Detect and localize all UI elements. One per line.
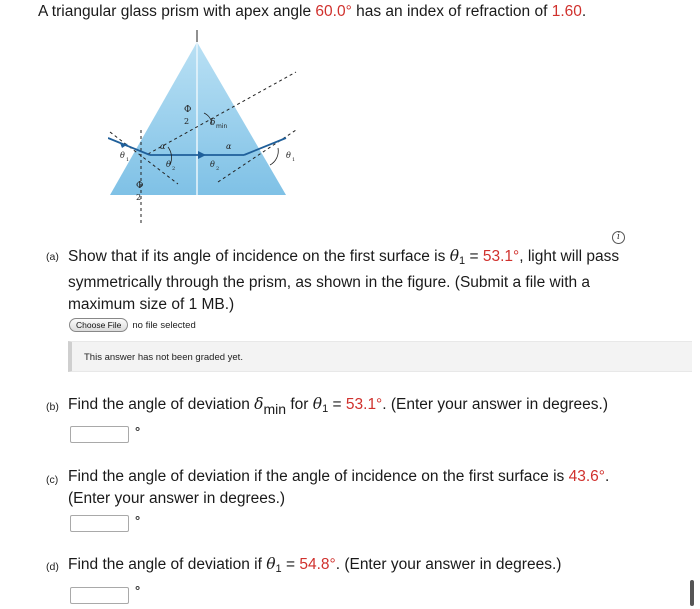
file-status: no file selected [132, 319, 196, 331]
problem-intro: A triangular glass prism with apex angle 60.0° has an index of refraction of 1.60. [38, 3, 587, 20]
part-c-degree-unit: ° [135, 513, 141, 528]
part-d-question: Find the angle of deviation if $\theta_1 = 54.8^\circ$. (Enter your answer in degrees.) [68, 555, 562, 575]
alpha-right-label: α [226, 142, 232, 151]
phi-half-bottom: 2 [136, 193, 142, 202]
phi-half-top: 2 [184, 117, 190, 126]
part-d-answer-input[interactable] [70, 587, 129, 604]
info-icon[interactable]: i [612, 231, 625, 244]
apex-angle-value: 60.0° [315, 3, 352, 20]
theta1-left-label: θ [120, 151, 125, 160]
part-b-question: Find the angle of deviation δmin for $\theta_1 = 53.1^\circ$. (Enter your answer in degrees.) [68, 395, 608, 417]
refraction-index-value: 1.60 [551, 3, 582, 20]
theta2-left-label: θ [166, 160, 171, 169]
part-c-answer-input[interactable] [70, 515, 129, 532]
svg-text:2: 2 [172, 166, 176, 172]
part-c-question: Find the angle of deviation if the angle of incidence on the first surface is 43.6°. (Enter your answer in degrees.) [68, 468, 610, 507]
part-d-degree-unit: ° [135, 583, 141, 598]
svg-text:1: 1 [126, 157, 130, 163]
part-d-tag: (d) [46, 561, 59, 573]
theta2-right-label: θ [210, 160, 215, 169]
graded-note: This answer has not been graded yet. [84, 352, 243, 363]
scrollbar-thumb[interactable] [690, 580, 694, 606]
prism-figure [108, 30, 308, 230]
graded-note-box [68, 341, 692, 372]
prism-shape [110, 42, 286, 195]
alpha-left-label: α [160, 142, 166, 151]
part-b-angle-value: 53.1° [345, 396, 383, 413]
file-upload [69, 318, 196, 332]
part-a-question: Show that if its angle of incidence on the first surface is $\theta_1 = 53.1^\circ$, light will pass symmetrically through the prism, as shown in the figure. (Submit a file with a maximum size of 1 MB.) [68, 247, 620, 313]
delta-label: δ [210, 118, 216, 128]
phi-label-bottom: Φ [136, 181, 144, 191]
svg-text:2: 2 [216, 166, 220, 172]
min-label: min [216, 123, 228, 130]
part-c-angle-value: 43.6° [568, 468, 605, 485]
choose-file-button[interactable]: Choose File [69, 318, 128, 332]
phi-label-top: Φ [184, 105, 192, 115]
theta1-right-label: θ [286, 151, 291, 160]
part-a-tag: (a) [46, 251, 59, 263]
part-d-angle-value: 54.8° [299, 556, 336, 573]
part-a-angle-value: 53.1° [482, 248, 520, 265]
part-b-degree-unit: ° [135, 424, 141, 439]
part-c-tag: (c) [46, 474, 59, 486]
svg-text:1: 1 [292, 157, 296, 163]
prism-diagram [108, 30, 308, 230]
part-b-answer-input[interactable] [70, 426, 129, 443]
part-b-tag: (b) [46, 401, 59, 413]
